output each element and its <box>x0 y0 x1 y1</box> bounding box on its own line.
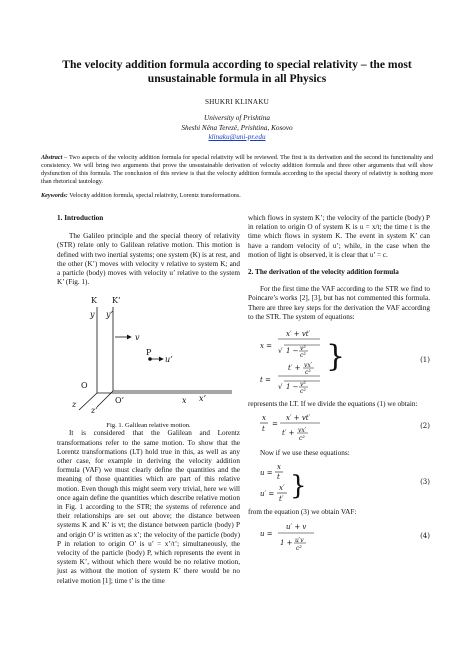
equation-4 <box>248 520 430 560</box>
particle-p-dot <box>148 358 152 362</box>
svg-text:1 −: 1 − <box>286 347 299 356</box>
svg-text:t′: t′ <box>279 495 284 504</box>
svg-text:1 −: 1 − <box>286 383 299 392</box>
equation-2 <box>248 411 430 445</box>
label-O: O <box>81 381 88 391</box>
label-u-prime: u’ <box>165 355 173 365</box>
figure-diagram <box>57 293 240 415</box>
svg-text:c²: c² <box>296 544 302 552</box>
equation-1-number: (1) <box>420 356 430 365</box>
svg-text:v²: v² <box>300 381 306 389</box>
svg-text:t′ +: t′ + <box>282 429 295 438</box>
equation-3-number: (3) <box>420 478 430 487</box>
derivation-paragraph-4: from the equation (3) we obtain VAF: <box>248 508 357 517</box>
equation-2-number: (2) <box>420 422 430 431</box>
svg-text:t: t <box>262 425 265 434</box>
equation-1 <box>248 326 430 398</box>
svg-text:t′ +: t′ + <box>288 364 301 373</box>
label-K: K <box>91 296 97 306</box>
derivation-paragraph-1: For the first time the VAF according to the STR we find to Poincare’s works [2], [3], but has not commented this formula. There are three key steps for the derivation the VAF according to the STR. The system of equations: <box>248 285 430 321</box>
equation-3 <box>248 460 430 504</box>
right-column <box>248 214 430 560</box>
equation-4-svg <box>248 520 430 560</box>
svg-text:v²: v² <box>300 345 306 353</box>
derivation-paragraph-3: Now if we use these equations: <box>260 449 350 458</box>
derivation-paragraph-2: represents the LT. If we divide the equations (1) we obtain: <box>248 400 418 409</box>
abstract-label: Abstract <box>41 154 63 161</box>
keywords-text: Velocity addition formula, special relativity, Lorentz transformations. <box>67 192 241 199</box>
svg-text:vx′: vx′ <box>298 427 307 435</box>
equation-1-svg <box>248 326 430 398</box>
svg-text:u =: u = <box>260 469 273 478</box>
label-z-prime: z’ <box>91 406 98 416</box>
svg-text:}: } <box>290 471 307 502</box>
label-K-prime: K’ <box>112 296 121 306</box>
equation-2-svg <box>248 411 430 445</box>
intro-paragraph-3: which flows in system K’; the velocity of the particle (body) P in relation to origin O of system K is u = x/t; the time t is the time which flows in system K. The event in system K’ can have a random velocity of u’; while, in the case when the motion of light is observed, it is clear that u’ = c. <box>248 214 430 259</box>
label-y: y <box>90 310 95 320</box>
svg-text:x: x <box>262 414 266 423</box>
svg-text:=: = <box>272 420 278 429</box>
svg-text:x =: x = <box>260 342 273 351</box>
affiliation-address: Sheshi Nëna Terezë, Prishtina, Kosovo <box>181 123 293 132</box>
equation-4-number: (4) <box>420 531 430 540</box>
svg-text:c²: c² <box>305 369 311 377</box>
label-y-prime: y’ <box>106 310 114 320</box>
svg-text:u =: u = <box>260 529 273 538</box>
affiliation <box>0 114 474 143</box>
svg-text:x: x <box>277 463 281 472</box>
author-name: SHUKRI KLINAKU <box>204 98 270 106</box>
svg-text:x′: x′ <box>279 484 285 493</box>
svg-text:vx′: vx′ <box>304 362 313 370</box>
author-email-link[interactable]: klinaku@uni-pr.edu <box>208 133 266 141</box>
figure-caption: Fig. 1. Galilean relative motion. <box>106 421 191 429</box>
svg-text:c²: c² <box>300 352 306 360</box>
equation-3-svg <box>248 460 430 504</box>
label-z: z <box>72 400 77 410</box>
label-O-prime: O’ <box>115 396 125 406</box>
svg-text:u′ =: u′ = <box>260 490 275 499</box>
svg-text:1 +: 1 + <box>280 538 293 547</box>
svg-text:u′ + v: u′ + v <box>286 522 307 531</box>
label-x: x <box>182 396 187 406</box>
keywords-label: Keywords: <box>41 192 68 199</box>
svg-text:√: √ <box>278 383 283 392</box>
svg-text:c²: c² <box>300 388 306 396</box>
abstract-text: – Two aspects of the velocity addition formula for special relativity will be reviewed. The first is its derivation and the second its functionality and consistency. We will bring two arguments that prove the unsustainable derivation of velocity addition formula and three other arguments that will show dysfunction of this formula. The conclusion of this review is that the velocity addition formula according to the special theory of relativity is nothing more than rhetorical tautology. <box>41 154 433 186</box>
section-heading-introduction: 1. Introduction <box>57 214 104 222</box>
left-column <box>57 214 240 586</box>
paper-title: The velocity addition formula according to special relativity – the most unsustainable formula in all Physics <box>62 58 412 85</box>
svg-text:}: } <box>326 339 346 375</box>
affiliation-university: University of Prishtina <box>204 114 270 122</box>
abstract <box>41 154 433 186</box>
keywords <box>41 192 433 200</box>
intro-paragraph-1: The Galileo principle and the special theory of relativity (STR) relate only to Galilean relative motion. This motion is defined with two inertial systems; one system (K) is at rest, and the other (K’) moves with velocity v relative to system K; and a particle (body) moves with velocity u’ relative to the system K’ (Fig. 1). <box>57 232 240 287</box>
svg-text:x′ + vt′: x′ + vt′ <box>286 414 311 423</box>
svg-text:t =: t = <box>260 376 271 385</box>
figure-galilean-motion <box>57 293 240 429</box>
label-v: v <box>135 333 140 343</box>
label-x-prime: x’ <box>199 394 207 404</box>
svg-text:√: √ <box>278 347 283 356</box>
svg-text:t: t <box>277 473 280 482</box>
svg-text:u′v: u′v <box>295 536 304 544</box>
intro-paragraph-2: It is considered that the Galilean and Lorentz transformations refer to the same motion. To show that the Lorentz transformations (LT) hold true in this, as well as any other case, for example in deriving the velocity addition formula (VAF) we must clearly define the quantities and the meaning of those quantities which are part of this relative motion. Even though this might seem very trivial, here we will once again define the quantities which describe relative motion in Fig. 1 according to the STR; the systems of reference and their relationships are set out above; the distance between systems K and K’ is vt; the distance between particle (body) P and origin O’ is written as x’; the velocity of the particle (body) P in relation to origin O’ is u’ = x’/t’; simultaneously, the velocity of the particle (body) P, which represents the event in system K’, without which there would be no relative motion, just as without the motion of system K’ there would be no relative motion [1]; time t’ is the time <box>57 429 240 585</box>
label-P: P <box>146 348 152 358</box>
svg-text:x′ + vt′: x′ + vt′ <box>286 330 311 339</box>
svg-text:c²: c² <box>299 435 305 443</box>
section-heading-derivation: 2. The derivation of the velocity addition formula <box>248 268 399 277</box>
